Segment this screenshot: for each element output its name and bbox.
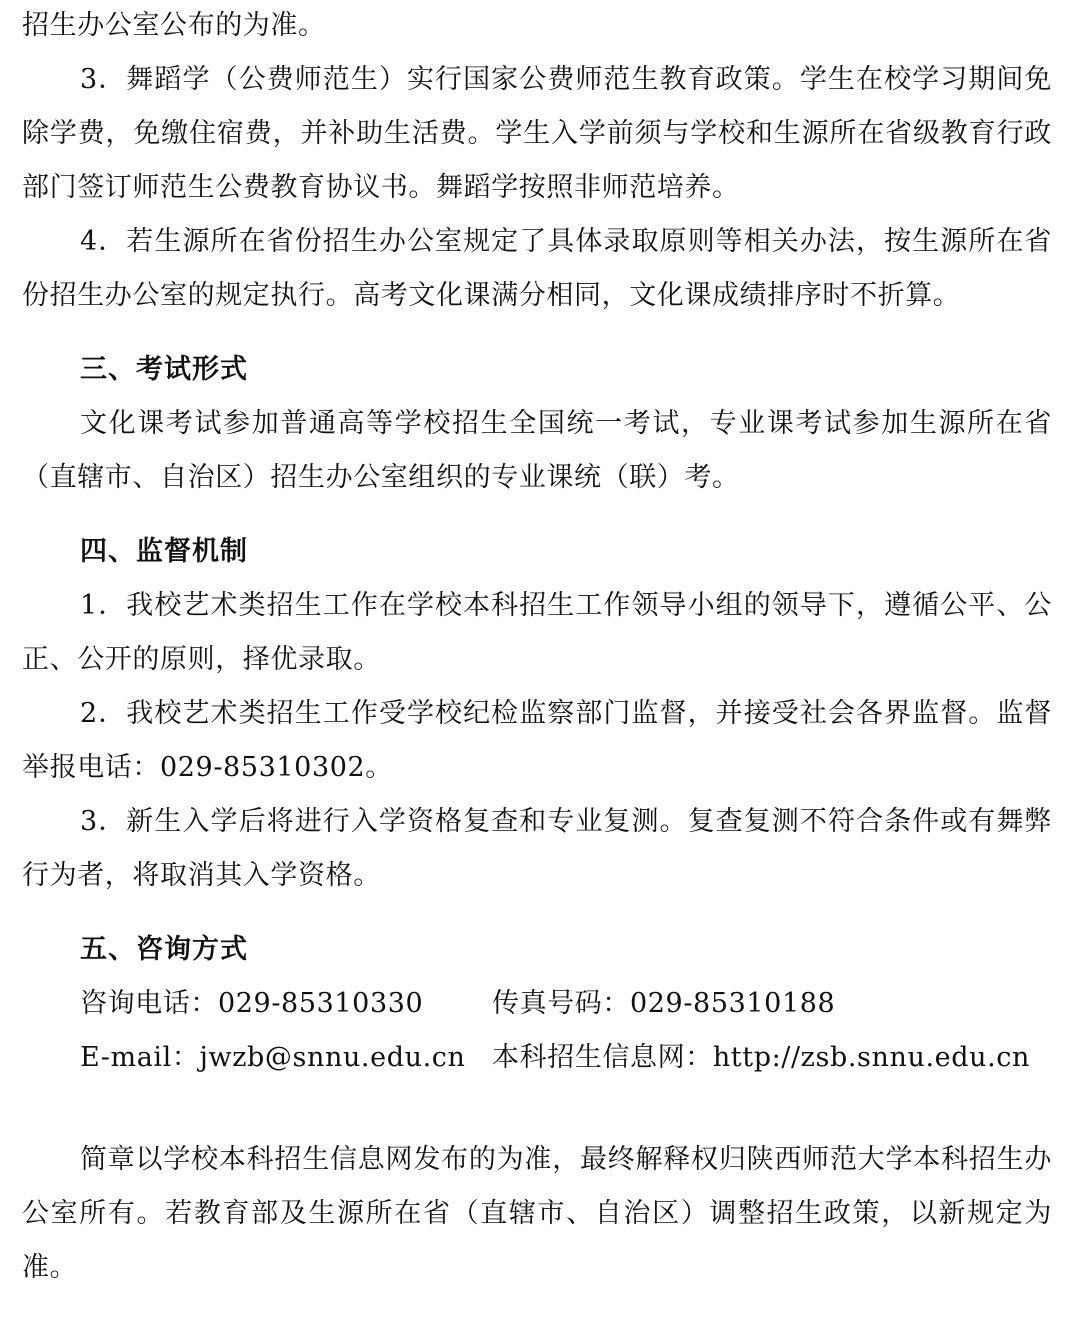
phone-value: 029-85310330 [218, 988, 424, 1019]
section2-item-4: 4．若生源所在省份招生办公室规定了具体录取原则等相关办法，按生源所在省份招生办公室的规定执行。高考文化课满分相同，文化课成绩排序时不折算。 [22, 226, 1052, 311]
email-contact [80, 1031, 492, 1085]
email-value[interactable]: jwzb@snnu.edu.cn [199, 1042, 466, 1073]
section4-item-2: 2．我校艺术类招生工作受学校纪检监察部门监督，并接受社会各界监督。监督举报电话：029-85310302。 [22, 698, 1052, 783]
contact-row-email-website [22, 1031, 1052, 1085]
fax-value: 029-85310188 [630, 988, 836, 1019]
section3-heading: 三、考试形式 [80, 354, 248, 385]
section4-item-3: 3．新生入学后将进行入学资格复查和专业复测。复查复测不符合条件或有舞弊行为者，将取消其入学资格。 [22, 806, 1052, 891]
email-label: E-mail： [80, 1042, 200, 1073]
phone-contact [80, 977, 492, 1031]
contact-row-phone-fax [22, 977, 1052, 1031]
phone-label: 咨询电话： [80, 988, 218, 1019]
section3-body: 文化课考试参加普通高等学校招生全国统一考试，专业课考试参加生源所在省（直辖市、自治区）招生办公室组织的专业课统（联）考。 [22, 408, 1052, 493]
section5-heading: 五、咨询方式 [80, 934, 248, 965]
section4-heading: 四、监督机制 [80, 536, 248, 567]
closing-statement: 简章以学校本科招生信息网发布的为准，最终解释权归陕西师范大学本科招生办公室所有。若教育部及生源所在省（直辖市、自治区）调整招生政策，以新规定为准。 [22, 1144, 1052, 1283]
website-label: 本科招生信息网： [492, 1042, 713, 1073]
section2-tail-line: 招生办公室公布的为准。 [22, 10, 326, 41]
website-value[interactable]: http://zsb.snnu.edu.cn [712, 1042, 1030, 1073]
fax-label: 传真号码： [492, 988, 630, 1019]
website-contact [492, 1031, 1052, 1085]
document-page [22, 0, 1052, 1295]
section4-item-1: 1．我校艺术类招生工作在学校本科招生工作领导小组的领导下，遵循公平、公正、公开的原则，择优录取。 [22, 590, 1052, 675]
section2-item-3: 3．舞蹈学（公费师范生）实行国家公费师范生教育政策。学生在校学习期间免除学费，免缴住宿费，并补助生活费。学生入学前须与学校和生源所在省级教育行政部门签订师范生公费教育协议书。舞蹈学按照非师范培养。 [22, 64, 1052, 203]
fax-contact [492, 977, 1052, 1031]
